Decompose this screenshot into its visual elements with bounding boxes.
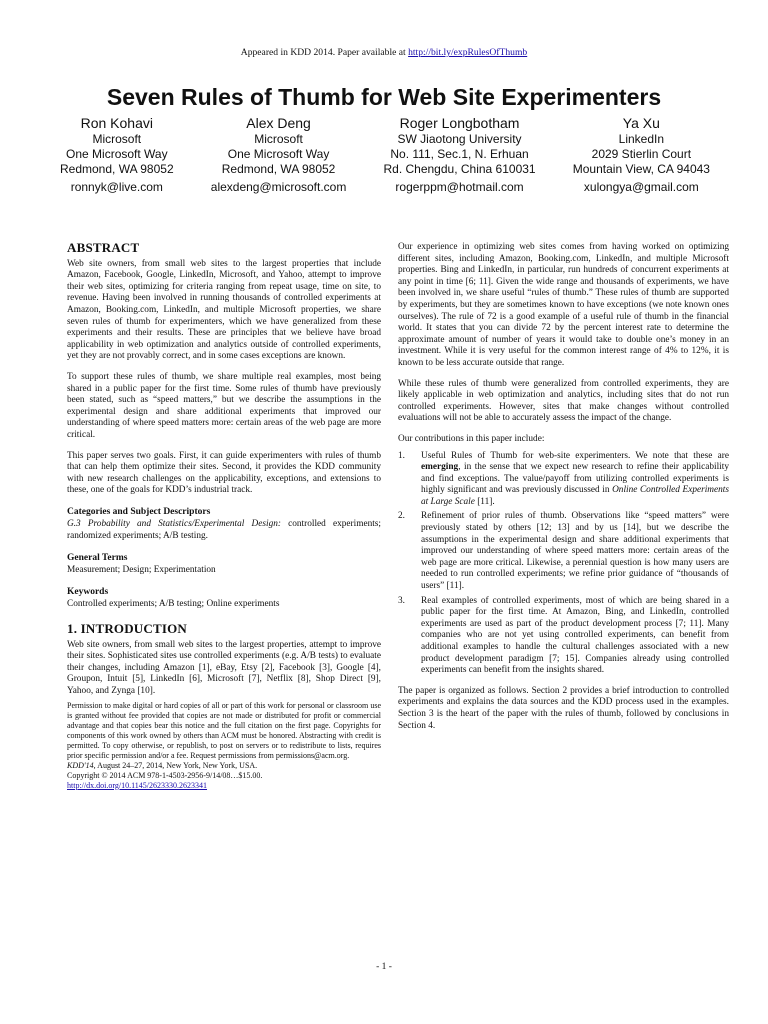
list-item	[398, 451, 729, 509]
list-item	[398, 596, 729, 677]
author-email: xulongya@gmail.com	[583, 180, 699, 194]
left-column	[67, 242, 381, 791]
keywords-heading: Keywords	[67, 586, 109, 597]
copyright-line: Copyright © 2014 ACM 978-1-4503-2956-9/14/08…$15.00.	[67, 770, 263, 780]
page-number: - 1 -	[376, 962, 392, 972]
author-addr1: 2029 Stierlin Court	[591, 147, 692, 161]
body-paragraph: While these rules of thumb were generalized from controlled experiments, they are likely applicable in web optimization and analytics, including sites that do not run controlled experiments. However, sites that make changes without controlled evaluations will not be able to accurately assess the impact of the change.	[398, 378, 729, 424]
author-org: LinkedIn	[618, 132, 665, 146]
author-addr2: Redmond, WA 98052	[60, 162, 174, 176]
abstract-paragraph: Web site owners, from small web sites to the largest properties that include Amazon, Facebook, Google, LinkedIn, Microsoft, and Yahoo, attempt to improve their web sites, optimizing for criteria ranging from repeat usage, time on site, to revenue. Having been involved in running thousands of controlled experiments at Amazon, Booking.com, LinkedIn, and multiple Microsoft properties, we share seven rules of thumb for experimenters, which we have generalized from these experiments and their results. These are principles that we believe have broad applicability in web optimization and analytics outside of controlled experiments, yet they are not provably correct, and in some cases exceptions are known.	[67, 258, 381, 362]
categories-heading: Categories and Subject Descriptors	[67, 506, 211, 517]
availability-note	[0, 47, 768, 58]
author-email: alexdeng@microsoft.com	[210, 180, 347, 194]
general-terms-text: Measurement; Design; Experimentation	[67, 565, 216, 576]
author-addr1: No. 111, Sec.1, N. Erhuan	[390, 147, 529, 161]
doi-link[interactable]: http://dx.doi.org/10.1145/2623330.2623341	[67, 780, 208, 790]
paper-link[interactable]: http://bit.ly/expRulesOfThumb	[408, 47, 528, 58]
list-text: [11].	[474, 496, 495, 507]
author-org: Microsoft	[254, 132, 303, 146]
paper-title: Seven Rules of Thumb for Web Site Experimenters	[106, 84, 662, 110]
availability-text: Appeared in KDD 2014. Paper available at	[240, 47, 409, 58]
conference-line	[67, 761, 381, 771]
author-name: Ya Xu	[622, 115, 660, 131]
author-name: Ron Kohavi	[80, 115, 153, 131]
list-emphasis: emerging	[421, 462, 459, 473]
categories-text	[67, 519, 381, 542]
body-paragraph: Our contributions in this paper include:	[398, 433, 545, 444]
author-addr1: One Microsoft Way	[66, 147, 168, 161]
author-addr2: Redmond, WA 98052	[221, 162, 336, 176]
permission-text: Permission to make digital or hard copies of all or part of this work for personal or classroom use is granted without fee provided that copies are not made or distributed for profit or commercial advantage and that copies bear this notice and the full citation on the first page. Copyrights for components of this work owned by others than ACM must be honored. Abstracting with credit is permitted. To copy otherwise, or republish, to post on servers or to redistribute to lists, requires prior specific permission and/or a fee. Request permissions from permissions@acm.org.	[67, 700, 381, 760]
list-text: Useful Rules of Thumb for web-site experimenters. We note that these are	[421, 450, 729, 461]
list-number: 1.	[398, 450, 405, 461]
conference-name: KDD'14	[67, 760, 94, 770]
author-org: Microsoft	[92, 132, 142, 146]
author-name: Roger Longbotham	[399, 115, 520, 131]
abstract-paragraph: This paper serves two goals. First, it can guide experimenters with rules of thumb that can help them optimize their sites. Second, it provides the KDD community with new research challenges on the applicability, exceptions, and extensions to these, one of the goals for KDD’s industrial track.	[67, 450, 381, 496]
author-addr1: One Microsoft Way	[227, 147, 330, 161]
author-email: rogerppm@hotmail.com	[395, 180, 524, 194]
author-block	[60, 116, 710, 195]
introduction-heading: 1. INTRODUCTION	[67, 621, 188, 637]
conference-details: , August 24–27, 2014, New York, New York, USA.	[93, 760, 258, 770]
list-text: Refinement of prior rules of thumb. Observations like “speed matters” were previously stated by others [12; 13] and by us [14], but we describe the assumptions in the experimental design and share additional experiments that improved our understanding of where speed matters more: certain areas of the web page are more critical. Likewise, a perennial question is how many users are needed to run controlled experiments; we refine prior guidance of “thousands of users” [11].	[421, 511, 729, 592]
list-text: Real examples of controlled experiments, most of which are being shared in a public paper for the first time. At Amazon, Bing, and LinkedIn, controlled experiments are used as part of the product development process [7; 11]. Many companies who are not yet using controlled experiments, can benefit from additional examples to handle the cultural challenges associated with a new product development paradigm [7; 15]. Companies already using controlled experiments can benefit from the insights shared.	[421, 595, 729, 676]
keywords-text: Controlled experiments; A/B testing; Online experiments	[67, 599, 280, 610]
author-email: ronnyk@live.com	[70, 180, 163, 194]
contributions-list	[398, 451, 729, 677]
list-item	[398, 511, 729, 592]
general-terms-heading: General Terms	[67, 552, 128, 563]
author-name: Alex Deng	[246, 115, 311, 131]
author-addr2: Mountain View, CA 94043	[572, 162, 710, 176]
right-column	[398, 242, 729, 741]
list-citation-title: Online Controlled Experiments at Large Scale	[421, 485, 729, 507]
abstract-heading: ABSTRACT	[67, 240, 140, 255]
abstract-paragraph: To support these rules of thumb, we share multiple real examples, most being shared in a public paper for the first time. Some rules of thumb have previously been stated, such as “speed matters,” but we describe the assumptions in the experimental design and share additional experiments that improved our understanding of where speed matters more: certain areas of the web page are more critical.	[67, 371, 381, 440]
permission-notice	[67, 701, 381, 791]
list-number: 3.	[398, 595, 405, 606]
author-addr2: Rd. Chengdu, China 610031	[383, 162, 536, 176]
list-text: , in the sense that we expect new research to refine their applicability and find exceptions. The value/payoff from utilizing controlled experiments is highly significant and was previously discussed in	[421, 462, 729, 496]
introduction-paragraph: Web site owners, from small web sites to the largest properties, attempt to improve their sites. Sophisticated sites use controlled experiments (e.g. A/B tests) to evaluate their changes, including Amazon [1], eBay, Etsy [2], Facebook [3], Google [4], Groupon, Intuit [5], LinkedIn [6], Microsoft [7], Netflix [8], Shop Direct [9], Yahoo, and Zynga [10].	[67, 639, 381, 696]
body-paragraph: Our experience in optimizing web sites comes from having worked on optimizing different sites, including Amazon, Booking.com, LinkedIn, and multiple Microsoft properties. Bing and LinkedIn, in particular, run hundreds of concurrent experiments at any point in time [6; 11]. Given the wide range and thousands of experiments, we have been involved in, we share useful “rules of thumb.” These rules of thumb are supported by experiments, but they are sometimes known to have exceptions (we note known ones ourselves). The rule of 72 is a good example of a useful rule of thumb in the financial world. It states that you can divide 72 by the percent interest rate to determine the approximate amount of number of years it would take to double one’s money in an investment. While it is very useful for the common interest range of 4% to 12%, it is known to be less accurate outside that range.	[398, 242, 729, 368]
author-longbotham	[383, 116, 535, 195]
categories-italic: G.3 Probability and Statistics/Experimental Design:	[67, 519, 281, 530]
categories-rest: controlled experiments; randomized experiments; A/B testing.	[67, 519, 382, 542]
author-deng	[211, 116, 347, 195]
author-kohavi	[60, 116, 174, 195]
list-number: 2.	[398, 511, 405, 522]
body-paragraph: The paper is organized as follows. Section 2 provides a brief introduction to controlled experiments and explains the data sources and the KDD process used in the examples. Section 3 is the heart of the paper with the rules of thumb, followed by conclusions in Section 4.	[398, 685, 729, 731]
author-xu	[573, 116, 710, 195]
author-org: SW Jiaotong University	[397, 132, 522, 146]
